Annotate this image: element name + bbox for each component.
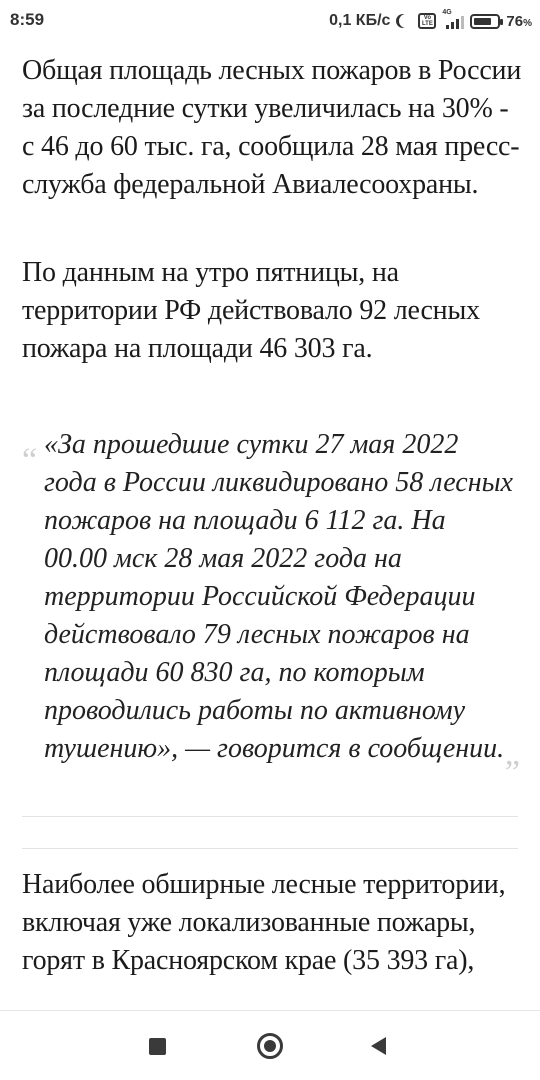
status-indicators [329,10,532,32]
battery-percent: 76% [506,12,532,30]
back-triangle-icon[interactable] [371,1037,386,1055]
status-bar [0,0,540,44]
status-time: 8:59 [10,10,45,29]
blockquote [22,424,522,824]
article-paragraph: Общая площадь лесных пожаров в России за последние сутки увеличилась на 30% - с 46 до 60 тыс. га, сообщила 28 мая пресс-служба федеральной Авиалесоохраны. [22,55,522,200]
cell-signal-icon [442,9,464,29]
system-navigation-bar [0,1010,540,1080]
divider [22,848,518,849]
divider [22,816,518,817]
network-speed: 0,1 КБ/с [329,12,391,29]
recent-apps-square-icon[interactable] [149,1038,166,1055]
home-circle-icon[interactable] [257,1033,283,1059]
network-type-label: 4G [442,9,452,16]
open-quote-icon: “ [22,442,38,479]
close-quote-icon: ” [504,754,520,791]
article-paragraph: Наиболее обширные лесные территории, включая уже локализованные пожары, горят в Красноярском крае (35 393 га), [22,869,506,976]
quote-text: «За прошедшие сутки 27 мая 2022 года в России ликвидировано 58 лесных пожаров на площади 6 112 га. На 00.00 мск 28 мая 2022 года на территории Российской Федерации действовало 79 лесных пожаров на площади 60 830 га, по которым проводились работы по активному тушению», — говорится в сообщении. [44,429,513,764]
battery-fill [474,18,491,25]
article-paragraph: По данным на утро пятницы, на территории РФ действовало 92 лесных пожара на площади 46 303 га. [22,257,480,364]
battery-icon [470,14,500,29]
do-not-disturb-moon-icon [399,14,413,28]
volte-icon: Vo LTE [418,13,436,29]
